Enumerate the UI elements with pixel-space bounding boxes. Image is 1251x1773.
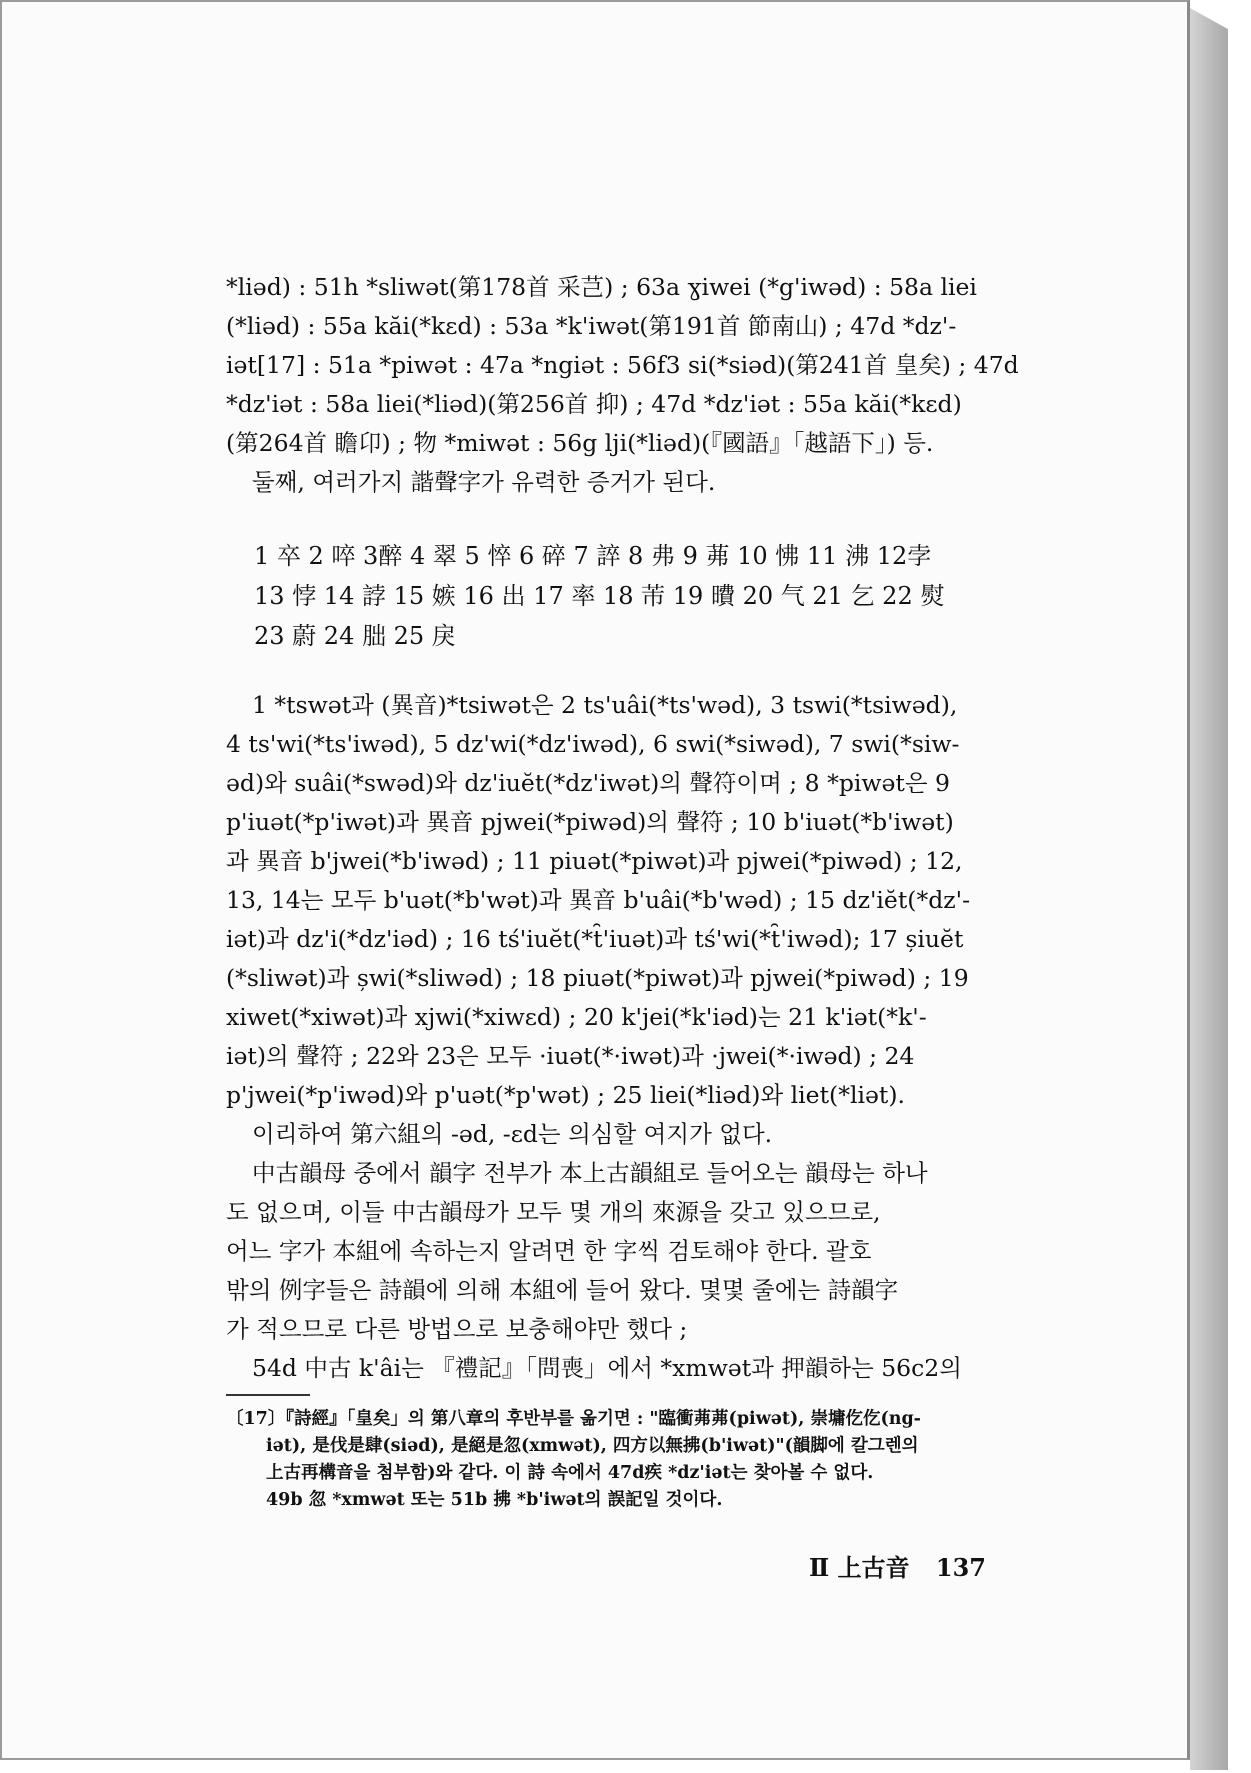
text-line: 과 異音 b'jwei(*b'iwəd) ; 11 piuət(*piwət)과 pjwei(*piwəd) ; 12, [226,847,963,875]
text-line: 13, 14는 모두 b'uət(*b'wət)과 異音 b'uâi(*b'wəd) ; 15 dz'iĕt(*dz'- [226,886,971,914]
page-content [226,268,1026,1514]
text-line: iət)과 dz'i(*dz'iəd) ; 16 tś'iuĕt(*t̑'iuət)과 tś'wi(*t̑'iwəd); 17 șiuĕt [226,925,964,953]
text-line: 54d 中古 k'âi는 『禮記』「問喪」에서 *xmwət과 押韻하는 56c2의 [252,1354,962,1382]
footnote-17 [226,1406,1026,1514]
page-number: 137 [935,1553,986,1582]
text-line: 둘째, 여러가지 諧聲字가 유력한 증거가 된다. [252,468,716,496]
paragraph-phonetic-series [226,686,1026,1388]
text-line: iət[17] : 51a *piwət : 47a *ngiət : 56f3 si(*siəd)(第241首 皇矣) ; 47d [226,351,1019,379]
text-line: əd)와 suâi(*swəd)와 dz'iuĕt(*dz'iwət)의 聲符이며 ; 8 *piwət은 9 [226,769,950,797]
text-line: (*sliwət)과 șwi(*sliwəd) ; 18 piuət(*piwət)과 pjwei(*piwəd) ; 19 [226,964,969,992]
text-line: 1 *tswət과 (異音)*tsiwət은 2 ts'uâi(*ts'wəd), 3 tswi(*tsiwəd), [252,691,958,719]
text-line: *liəd) : 51h *sliwət(第178首 采芑) ; 63a ɣiwei (*g'iwəd) : 58a liei [226,273,977,301]
page-footer [226,1548,986,1583]
footnote-line: 上古再構音을 첨부함)와 같다. 이 詩 속에서 47d疾 *dz'iət는 찾아볼 수 없다. [266,1463,874,1483]
text-line: p'jwei(*p'iwəd)와 p'uət(*p'wət) ; 25 liei(*liəd)와 liet(*liət). [226,1081,905,1109]
footnote-line: 49b 忽 *xmwət 또는 51b 拂 *b'iwət의 誤記일 것이다. [266,1490,723,1510]
text-line: 中古韻母 중에서 韻字 전부가 本上古韻組로 들어오는 韻母는 하나 [252,1159,928,1187]
text-line: p'iuət(*p'iwət)과 異音 pjwei(*piwəd)의 聲符 ; 10 b'iuət(*b'iwət) [226,808,954,836]
text-line: 이리하여 第六組의 -əd, -ɛd는 의심할 여지가 없다. [252,1120,773,1148]
character-list-line: 23 蔚 24 朏 25 戾 [254,622,456,650]
text-line: 밖의 例字들은 詩韻에 의해 本組에 들어 왔다. 몇몇 줄에는 詩韻字 [226,1276,899,1304]
text-line: xiwet(*xiwət)과 xjwi(*xiwɛd) ; 20 k'jei(*k'iəd)는 21 k'iət(*k'- [226,1003,927,1031]
running-section-title: Ⅱ 上古音 [808,1553,910,1582]
text-line: 어느 字가 本組에 속하는지 알려면 한 字씩 검토해야 한다. 괄호 [226,1237,872,1265]
text-line: iət)의 聲符 ; 22와 23은 모두 ·iuət(*·iwət)과 ·jwei(*·iwəd) ; 24 [226,1042,915,1070]
character-list-line: 13 悖 14 誖 15 嫉 16 出 17 率 18 芾 19 曊 20 气 21 乞 22 熨 [254,582,945,610]
footnote-divider [226,1394,310,1396]
text-line: 도 없으며, 이들 中古韻母가 모두 몇 개의 來源을 갖고 있으므로, [226,1198,881,1226]
footnote-line: iət), 是伐是肆(siəd), 是絕是忽(xmwət), 四方以無拂(b'iwət)"(韻脚에 칼그렌의 [266,1436,919,1456]
numbered-character-list [226,536,1026,656]
paragraph-rhyme-evidence [226,268,1026,502]
character-list-line: 1 卒 2 啐 3醉 4 翠 5 悴 6 碎 7 誶 8 弗 9 茀 10 怫 11 沸 12孛 [254,542,932,570]
text-line: (*liəd) : 55a kăi(*kɛd) : 53a *k'iwət(第191首 節南山) ; 47d *dz'- [226,312,957,340]
page-edge-shadow [1190,8,1228,1770]
footnote-line: 〔17〕『詩經』「皇矣」의 第八章의 후반부를 옮기면 : "臨衝茀茀(piwət), 崇墉仡仡(ng- [226,1409,921,1429]
text-line: *dz'iət : 58a liei(*liəd)(第256首 抑) ; 47d *dz'iət : 55a kăi(*kɛd) [226,390,962,418]
text-line: 가 적으므로 다른 방법으로 보충해야만 했다 ; [226,1315,688,1343]
text-line: (第264首 瞻卬) ; 物 *miwət : 56g lji(*liəd)(『國語』「越語下」) 등. [226,429,934,457]
text-line: 4 ts'wi(*ts'iwəd), 5 dz'wi(*dz'iwəd), 6 swi(*siwəd), 7 swi(*siw- [226,730,960,758]
